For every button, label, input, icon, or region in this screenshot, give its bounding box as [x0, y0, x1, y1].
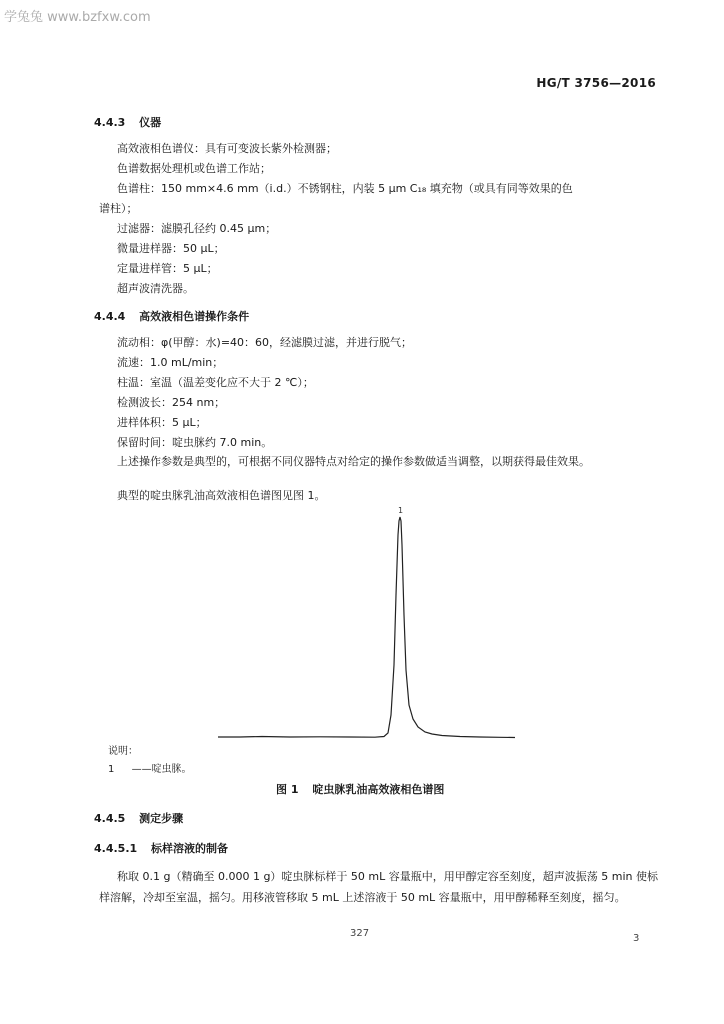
- section-title: 标样溶液的制备: [151, 842, 228, 855]
- line-filter: 过滤器：滤膜孔径约 0.45 μm；: [117, 222, 277, 235]
- line-column-temp: 柱温：室温（温差变化应不大于 2 ℃）；: [117, 376, 314, 389]
- section-title: 测定步骤: [139, 812, 184, 825]
- line-mobile-phase: 流动相：φ(甲醇：水)=40：60，经滤膜过滤，并进行脱气；: [117, 336, 413, 349]
- line-micro-syringe: 微量进样器：50 μL；: [117, 242, 225, 255]
- section-4-4-5-1-heading: [94, 840, 228, 856]
- line-column-cont: 谱柱）；: [99, 202, 138, 215]
- legend-text: ——啶虫脒。: [131, 764, 192, 775]
- section-4-4-3-heading: [94, 114, 161, 130]
- page-number: 3: [633, 933, 640, 944]
- line-retention-time: 保留时间：啶虫脒约 7.0 min。: [117, 436, 273, 449]
- paragraph-parameters: 上述操作参数是典型的，可根据不同仪器特点对给定的操作参数做适当调整，以期获得最佳效果。: [117, 455, 590, 468]
- legend-title: 说明：: [108, 746, 138, 757]
- paragraph-standard-solution: 称取 0.1 g（精确至 0.000 1 g）啶虫脒标样于 50 mL 容量瓶中，用甲醇定容至刻度，超声波振荡 5 min 使标样溶解，冷却至室温，摇匀。用移液管移取 5 mL 上述溶液于 50 mL 容量瓶中，用甲醇稀释至刻度，摇匀。: [99, 870, 658, 904]
- line-wavelength: 检测波长：254 nm；: [117, 396, 226, 409]
- caption-text: 啶虫脒乳油高效液相色谱图: [312, 783, 445, 796]
- section-4-4-5-heading: [94, 810, 183, 826]
- line-data-processor: 色谱数据处理机或色谱工作站；: [117, 162, 271, 175]
- peak-label: 1: [398, 506, 404, 515]
- legend-number: 1: [108, 764, 115, 775]
- section-number: 4.4.5.1: [94, 842, 138, 855]
- paragraph-figure-ref: 典型的啶虫脒乳油高效液相色谱图见图 1。: [117, 489, 326, 502]
- section-number: 4.4.4: [94, 310, 126, 323]
- footer-center: 327: [350, 928, 370, 939]
- line-flow-rate: 流速：1.0 mL/min；: [117, 356, 224, 369]
- watermark: 学兔兔 www.bzfxw.com: [4, 10, 151, 25]
- figure-caption: [276, 781, 444, 797]
- section-number: 4.4.3: [94, 116, 126, 129]
- chromatogram-trace: [218, 517, 515, 738]
- line-column: 色谱柱：150 mm×4.6 mm（i.d.）不锈钢柱，内装 5 μm C₁₈ 填充物（或具有同等效果的色: [117, 182, 573, 195]
- line-hplc: 高效液相色谱仪：具有可变波长紫外检测器；: [117, 142, 337, 155]
- section-number: 4.4.5: [94, 812, 126, 825]
- standard-code: HG/T 3756—2016: [536, 76, 656, 90]
- line-ultrasonic: 超声波清洗器。: [117, 282, 194, 295]
- section-title: 高效液相色谱操作条件: [139, 310, 250, 323]
- section-title: 仪器: [139, 116, 162, 129]
- caption-number: 图 1: [276, 783, 299, 796]
- line-sample-loop: 定量进样管：5 μL；: [117, 262, 218, 275]
- legend-item: [108, 760, 192, 775]
- section-4-4-4-heading: [94, 308, 249, 324]
- line-injection-volume: 进样体积：5 μL；: [117, 416, 207, 429]
